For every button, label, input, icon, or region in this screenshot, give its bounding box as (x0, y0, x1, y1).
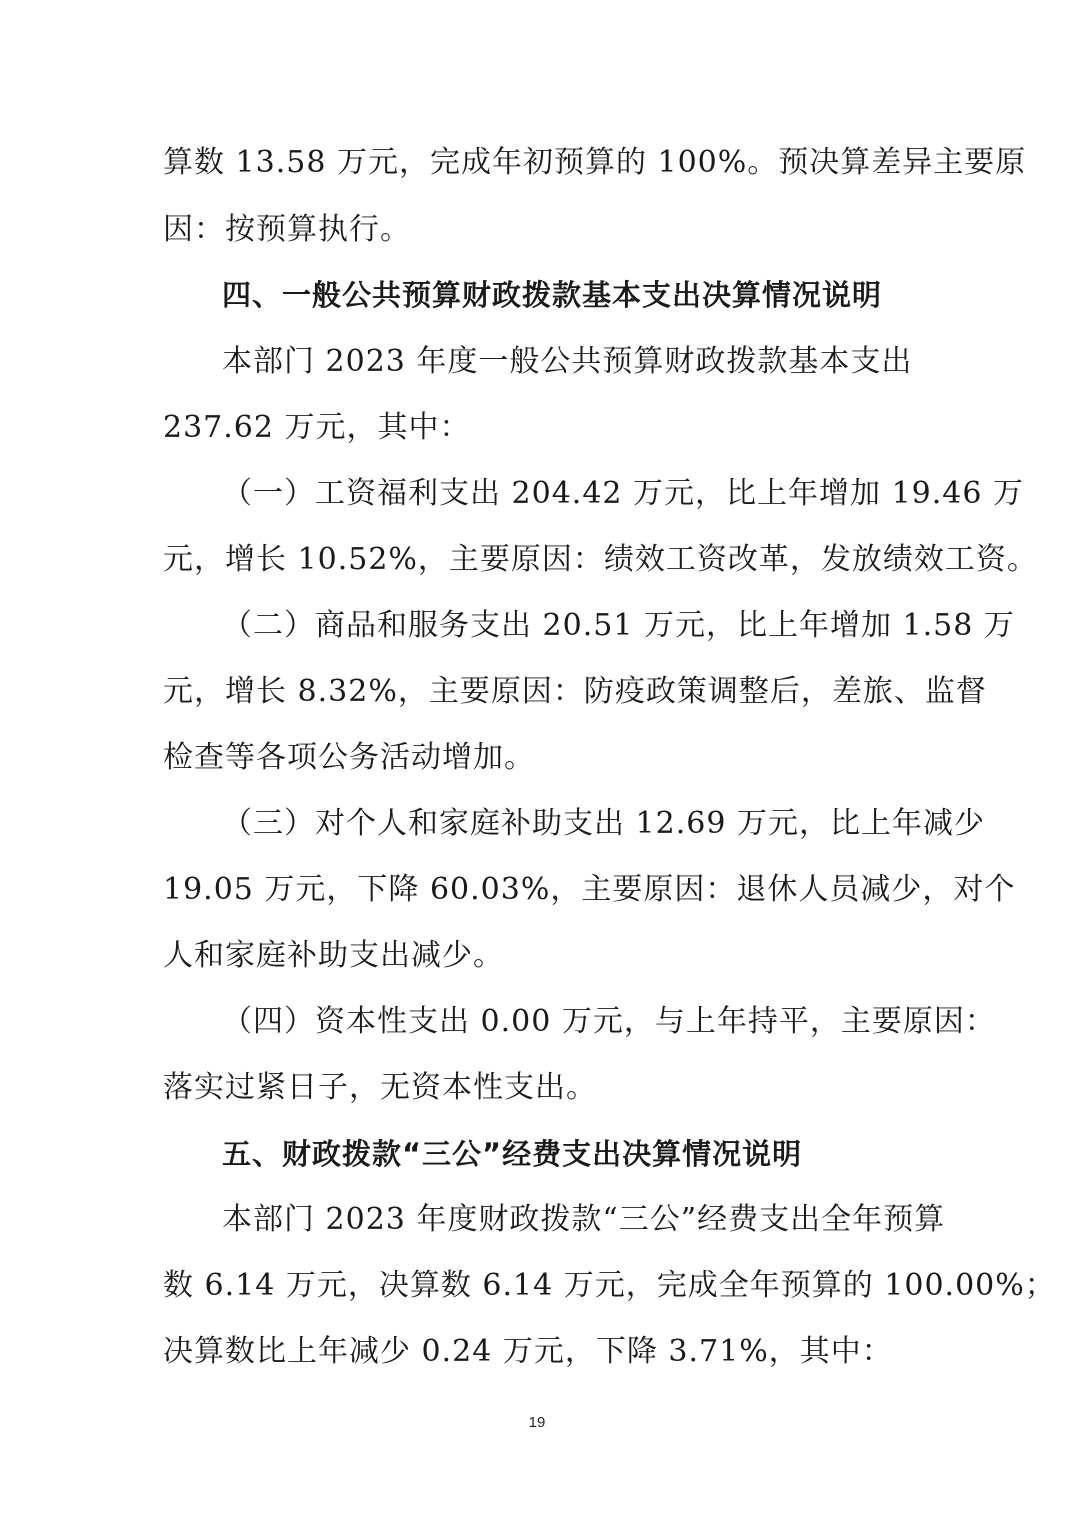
body-text-line: 元，增长 10.52%，主要原因：绩效工资改革，发放绩效工资。 (163, 542, 1038, 577)
body-text-line: 决算数比上年减少 0.24 万元，下降 3.71%，其中： (163, 1334, 893, 1369)
body-text-line: （四）资本性支出 0.00 万元，与上年持平，主要原因： (222, 1004, 996, 1039)
body-text-line: 元，增长 8.32%，主要原因：防疫政策调整后，差旅、监督 (163, 674, 987, 709)
section-heading-5: 五、财政拨款“三公”经费支出决算情况说明 (222, 1137, 803, 1171)
page-number: 19 (528, 1414, 546, 1431)
body-text-line: （一）工资福利支出 204.42 万元，比上年增加 19.46 万 (222, 476, 1024, 511)
body-text-line: 本部门 2023 年度财政拨款“三公”经费支出全年预算 (222, 1202, 946, 1237)
body-text-line: （三）对个人和家庭补助支出 12.69 万元，比上年减少 (222, 806, 985, 841)
body-text-line: 19.05 万元，下降 60.03%，主要原因：退休人员减少，对个 (163, 872, 1016, 907)
body-text-line: （二）商品和服务支出 20.51 万元，比上年增加 1.58 万 (222, 608, 1015, 643)
body-text-line: 本部门 2023 年度一般公共预算财政拨款基本支出 (222, 344, 913, 379)
body-text-line: 检查等各项公务活动增加。 (163, 740, 535, 775)
body-text-line: 237.62 万元，其中： (163, 410, 471, 445)
body-text-line: 人和家庭补助支出减少。 (163, 938, 504, 973)
body-text-line: 因：按预算执行。 (163, 212, 411, 247)
body-text-line: 数 6.14 万元，决算数 6.14 万元，完成全年预算的 100.00%； (163, 1268, 1056, 1303)
body-text-line: 落实过紧日子，无资本性支出。 (163, 1070, 597, 1105)
body-text-line: 算数 13.58 万元，完成年初预算的 100%。预决算差异主要原 (163, 145, 1027, 180)
section-heading-4: 四、一般公共预算财政拨款基本支出决算情况说明 (222, 278, 883, 312)
